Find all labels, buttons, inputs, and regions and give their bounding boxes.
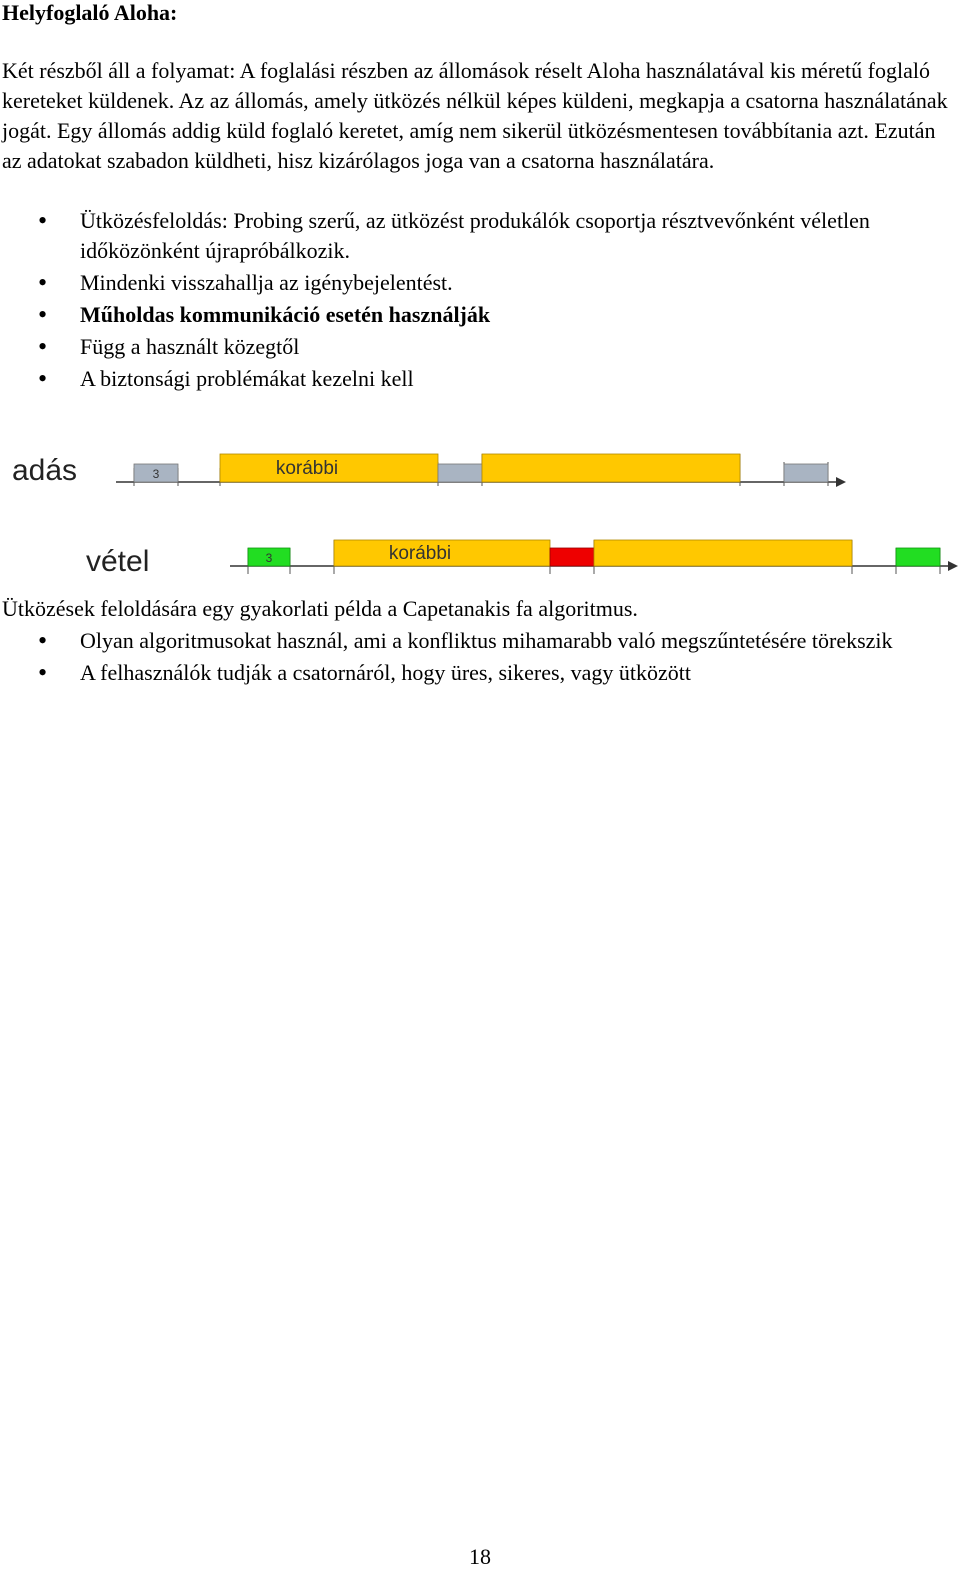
- send-slot-number: 3: [152, 467, 160, 481]
- receive-axis-arrowhead: [948, 561, 958, 571]
- receive-success-slot-next: [896, 548, 940, 566]
- send-earlier-label: korábbi: [275, 458, 339, 479]
- bullet-item: • A biztonsági problémákat kezelni kell: [0, 364, 950, 394]
- page-heading: Helyfoglaló Aloha:: [2, 0, 178, 25]
- aloha-timing-diagram: [0, 440, 960, 590]
- bullet-item: • Műholdas kommunikáció esetén használják: [0, 300, 950, 330]
- bullet-item: • Ütközésfeloldás: Probing szerű, az ütközést produkálók csoportja résztvevőnként véletlen időközönként újrapróbálkozik.: [0, 206, 950, 266]
- send-row-label: adás: [12, 454, 78, 487]
- bullet-list-aloha: [0, 206, 950, 396]
- receive-row-label: vétel: [86, 545, 150, 578]
- send-reservation-slot-next: [784, 464, 828, 482]
- bullet-item: • Mindenki visszahallja az igénybejelentést.: [0, 268, 950, 298]
- send-reservation-slot: [438, 464, 482, 482]
- send-axis-arrowhead: [836, 477, 846, 487]
- receive-data-frame: [594, 540, 852, 566]
- intro-paragraph: Két részből áll a folyamat: A foglalási részben az állomások réselt Aloha használatával kis méretű foglaló kereteket küldenek. Az az állomás, amely ütközés nélkül képes küldeni, megkapja a csatorna használatának jogát. Egy állomás addig küld foglaló keretet, amíg nem sikerül ütközésmentesen továbbítania azt. Ezután az adatokat szabadon küldheti, hisz kizárólagos joga van a csatorna használatára.: [2, 58, 948, 173]
- page-number: 18: [469, 1544, 491, 1569]
- receive-earlier-label: korábbi: [388, 543, 452, 564]
- bullet-item: • Függ a használt közegtől: [0, 332, 950, 362]
- receive-slot-number: 3: [265, 551, 273, 565]
- bullet-item: • Olyan algoritmusokat használ, ami a konfliktus mihamarabb való megszűntetésére törekszik: [0, 626, 950, 656]
- capetanakis-sentence: Ütközések feloldására egy gyakorlati példa a Capetanakis fa algoritmus.: [2, 596, 638, 621]
- bullet-list-capetanakis: [0, 626, 950, 690]
- bullet-item: • A felhasználók tudják a csatornáról, hogy üres, sikeres, vagy ütközött: [0, 658, 950, 688]
- send-data-frame: [482, 454, 740, 482]
- receive-collision-slot: [550, 548, 594, 566]
